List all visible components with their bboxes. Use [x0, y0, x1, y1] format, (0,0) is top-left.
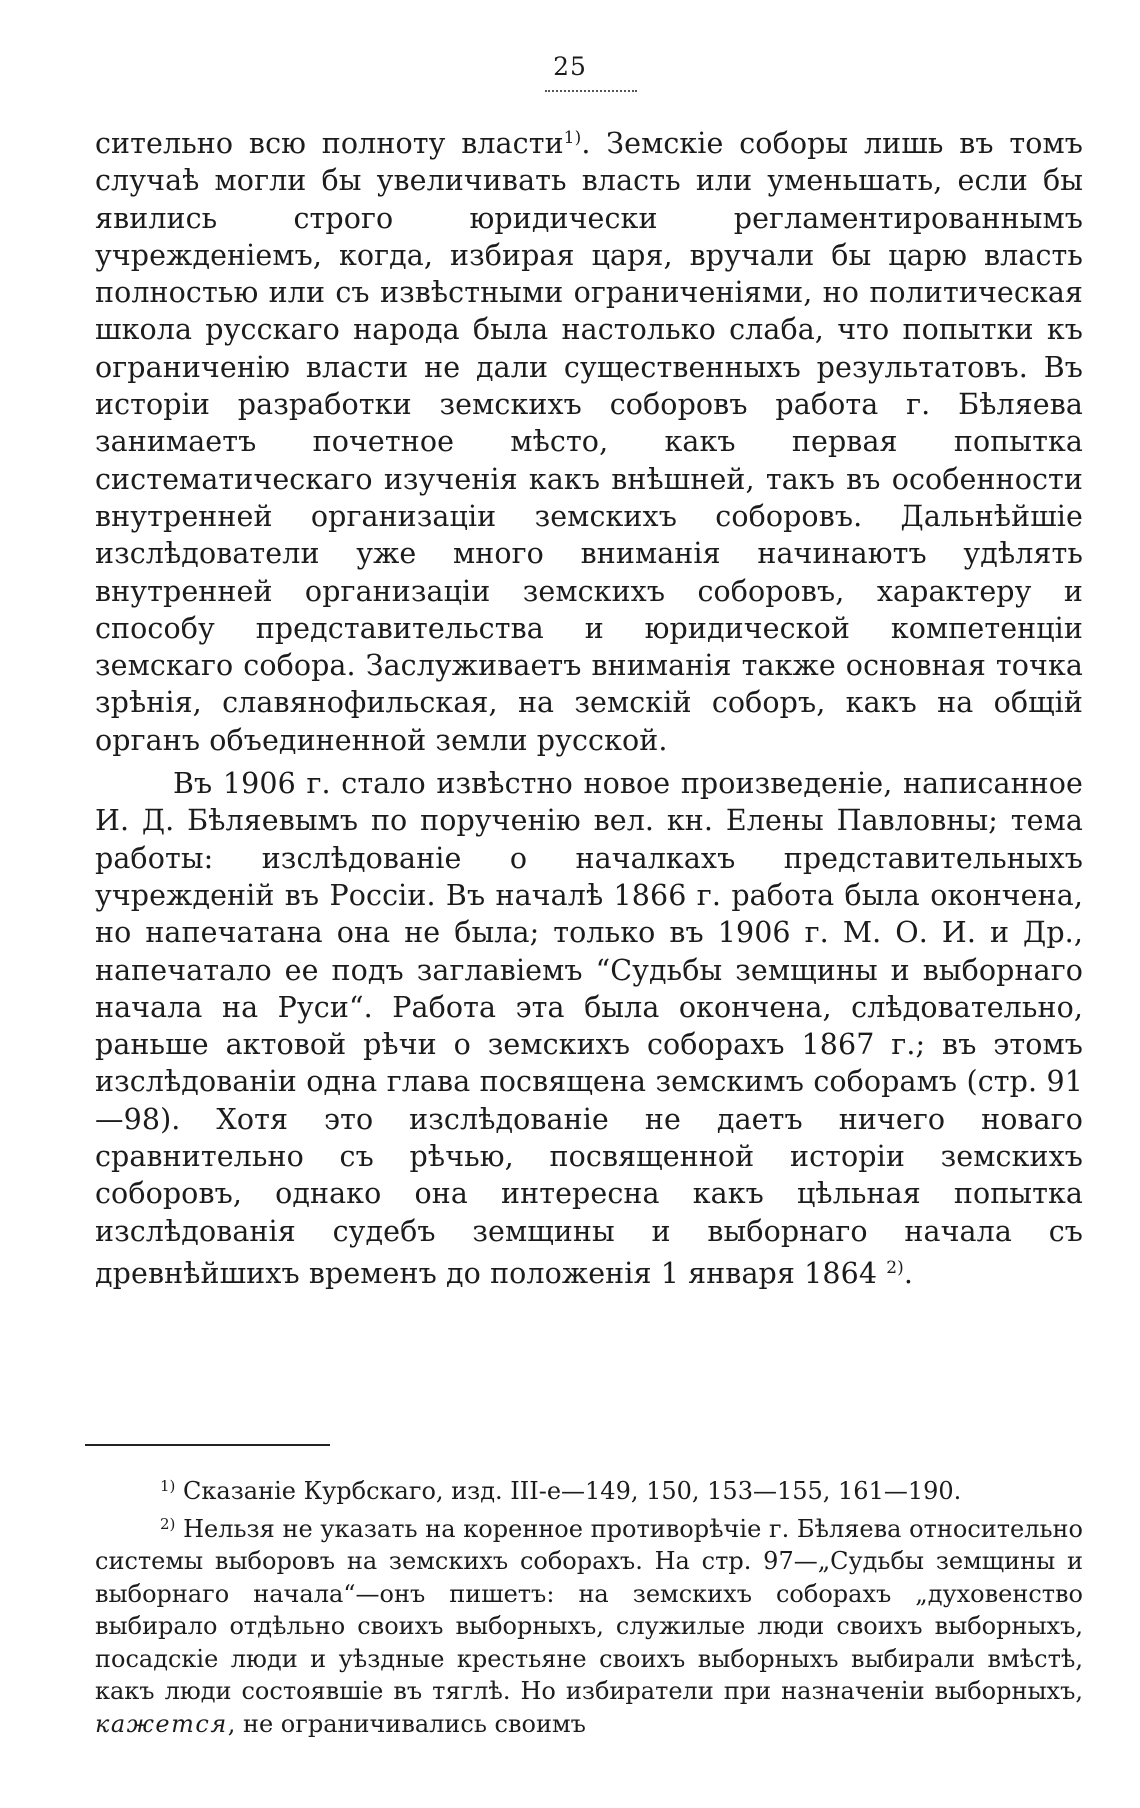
- footnote-reference: 1): [563, 128, 582, 148]
- footnotes: [95, 1470, 1083, 1740]
- footnote-text: , не ограничивались своимъ: [227, 1709, 586, 1738]
- footnote-mark: 2): [160, 1514, 176, 1533]
- paragraph-text: .: [903, 1256, 914, 1290]
- footnote-divider: [85, 1444, 330, 1446]
- footnote-reference: 2): [886, 1257, 904, 1278]
- footnote: [95, 1508, 1083, 1741]
- footnote: [95, 1470, 1083, 1508]
- footnote-mark: 1): [160, 1477, 176, 1495]
- page-number: 25: [553, 52, 587, 81]
- paragraph-text: Въ 1906 г. стало извѣстно новое произведеніе, написанное И. Д. Бѣляевымъ по порученію вел. кн. Елены Павловны; тема работы: изслѣдованіе о началкахъ представительныхъ учрежденій въ Россіи. Въ началѣ 1866 г. работа была окончена, но напечатана она не была; только въ 1906 г. М. О. И. и Др., напечатало ее подъ заглавіемъ “Судьбы земщины и выборнаго начала на Руси“. Работа эта была окончена, слѣдовательно, раньше актовой рѣчи о земскихъ соборахъ 1867 г.; въ этомъ изслѣдованіи одна глава посвящена земскимъ соборамъ (стр. 91—98). Хотя это изслѣдованіе не даетъ ничего новаго сравнительно съ рѣчью, посвященной исторіи земскихъ соборовъ, однако она интересна какъ цѣльная попытка изслѣдованія судебъ земщины и выборнаго начала съ древнѣйшихъ временъ до положенія 1 января 1864: [95, 767, 1083, 1290]
- footnote-text: Сказаніе Курбскаго, изд. III-е—149, 150, 153—155, 161—190.: [175, 1477, 962, 1505]
- paragraph: [95, 120, 1083, 759]
- main-text: [95, 120, 1083, 1292]
- paragraph-text: . Земскіе соборы лишь въ томъ случаѣ могли бы увеличивать власть или уменьшать, если бы явились строго юридически регламентированнымъ учрежденіемъ, когда, избирая царя, вручали бы царю власть полностью или съ извѣстными ограниченіями, но политическая школа русскаго народа была настолько слаба, что попытки къ ограниченію власти не дали существенныхъ результатовъ. Въ исторіи разработки земскихъ соборовъ работа г. Бѣляева занимаетъ почетное мѣсто, какъ первая попытка систематическаго изученія какъ внѣшней, такъ въ особенности внутренней организаціи земскихъ соборовъ. Дальнѣйшіе изслѣдователи уже много вниманія начинаютъ удѣлять внутренней организаціи земскихъ соборовъ, характеру и способу представительства и юридической компетенціи земскаго собора. Заслуживаетъ вниманія также основная точка зрѣнія, славянофильская, на земскій соборъ, какъ на общій органъ объединенной земли русской.: [95, 127, 1083, 757]
- footnote-text: Нельзя не указать на коренное противорѣчіе г. Бѣляева относительно системы выборовъ на земскихъ соборахъ. На стр. 97—„Судьбы земщины и выборнаго начала“—онъ пишетъ: на земскихъ соборахъ „духовенство выбирало отдѣльно своихъ выборныхъ, служилые люди своихъ выборныхъ, посадскіе люди и уѣздные крестьяне своихъ выборныхъ выбирали вмѣстѣ, какъ люди состоявшіе въ тяглѣ. Но избиратели при назначеніи выборныхъ,: [95, 1514, 1083, 1705]
- page-number-underline: [545, 90, 637, 92]
- paragraph-text: сительно всю полноту власти: [95, 127, 564, 160]
- paragraph: [95, 765, 1083, 1292]
- footnote-emphasis: кажется: [95, 1709, 228, 1738]
